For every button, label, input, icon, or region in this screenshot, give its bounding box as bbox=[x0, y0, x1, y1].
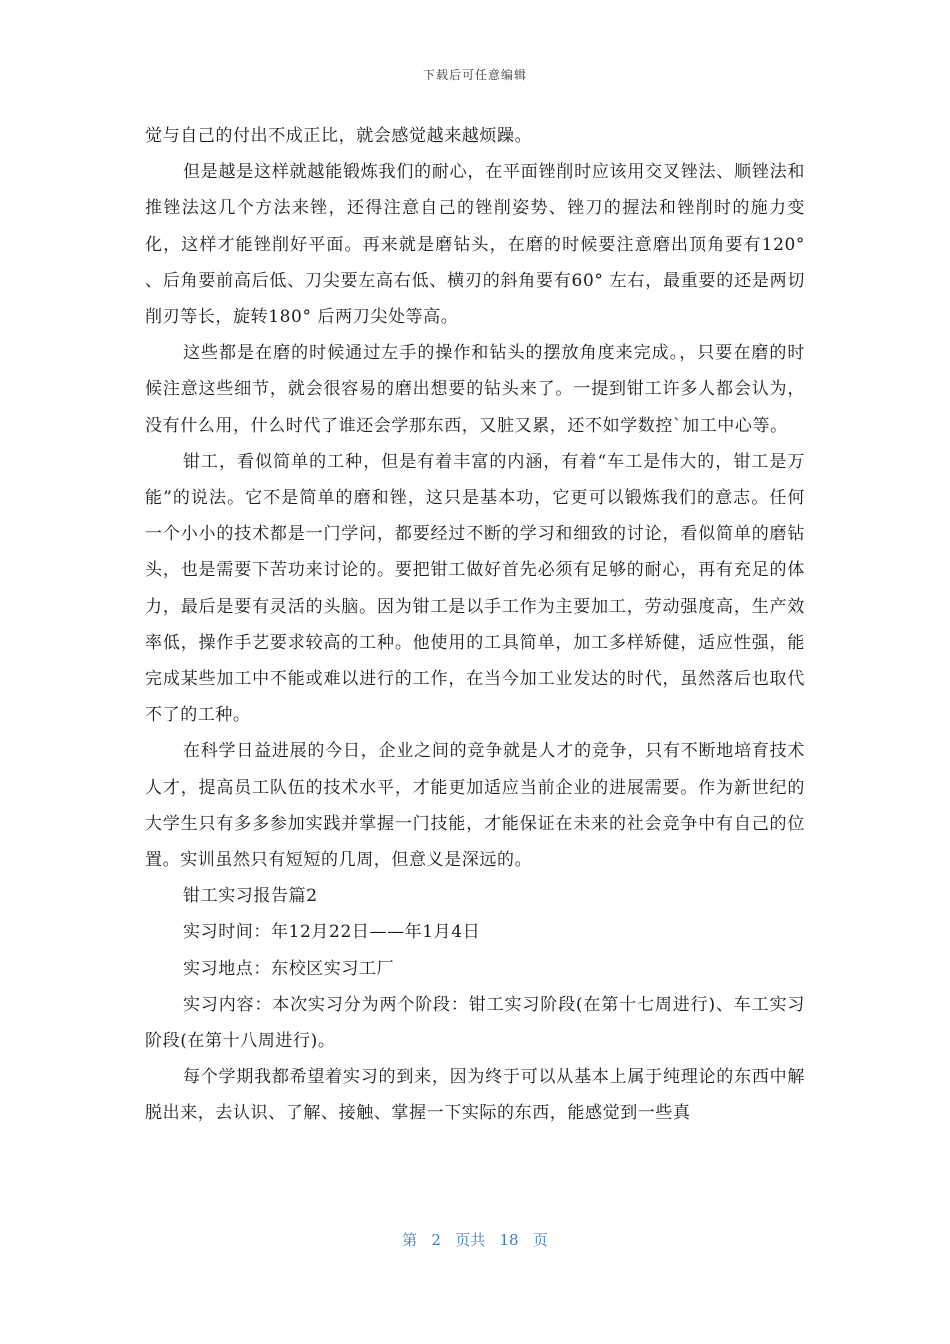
paragraph-expectation: 每个学期我都希望着实习的到来，因为终于可以从基本上属于纯理论的东西中解脱出来，去认识、了解、接触、掌握一下实际的东西，能感觉到一些真 bbox=[145, 1067, 805, 1124]
section-title: 钳工实习报告篇2 bbox=[183, 886, 318, 907]
document-body bbox=[145, 118, 805, 1132]
paragraph-fitter-work: 钳工，看似简单的工种，但是有着丰富的内涵，有着“车工是伟大的，钳工是万能”的说法。它不是简单的磨和锉，这只是基本功，它更可以锻炼我们的意志。任何一个小小的技术都是一门学问，都要经过不断的学习和细致的讨论，看似简单的磨钻头，也是需要下苦功来讨论的。要把钳工做好首先必须有足够的耐心，再有充足的体力，最后是要有灵活的头脑。因为钳工是以手工作为主要加工，劳动强度高，生产效率低，操作手艺要求较高的工种。他使用的工具简单，加工多样矫健，适应性强，能完成某些加工中不能或难以进行的工作，在当今加工业发达的时代，虽然落后也取代不了的工种。 bbox=[145, 451, 805, 726]
paragraph-competition: 在科学日益进展的今日，企业之间的竞争就是人才的竞争，只有不断地培育技术人才，提高员工队伍的技术水平，才能更加适应当前企业的进展需要。作为新世纪的大学生只有多多参加实践并掌握一门技能，才能保证在未来的社会竞争中有自己的位置。实训虽然只有短短的几周，但意义是深远的。 bbox=[145, 741, 805, 871]
internship-content: 实习内容：本次实习分为两个阶段：钳工实习阶段(在第十七周进行)、车工实习阶段(在第十八周进行)。 bbox=[145, 994, 805, 1052]
page-header-note: 下载后可任意编辑 bbox=[422, 68, 527, 82]
paragraph-continuation: 觉与自己的付出不成正比，就会感觉越来越烦躁。 bbox=[145, 126, 533, 146]
page-number-footer: 第 2 页共 18 页 bbox=[402, 1231, 548, 1249]
paragraph-drill-grinding: 这些都是在磨的时候通过左手的操作和钻头的摆放角度来完成。，只要在磨的时候注意这些细节，就会很容易的磨出想要的钻头来了。一提到钳工许多人都会认为，没有什么用，什么时代了谁还会学那东西，又脏又累，还不如学数控`加工中心等。 bbox=[145, 343, 805, 436]
internship-location: 实习地点：东校区实习工厂 bbox=[183, 958, 395, 979]
paragraph-filing-technique: 但是越是这样就越能锻炼我们的耐心，在平面锉削时应该用交叉锉法、顺锉法和推锉法这几个方法来锉，还得注意自己的锉削姿势、锉刀的握法和锉削时的施力变化，这样才能锉削好平面。再来就是磨钻头，在磨的时候要注意磨出顶角要有120° 、后角要前高后低、刀尖要左高右低、横刃的斜角要有60° 左右，最重要的还是两切削刃等长，旋转180° 后两刀尖处等高。 bbox=[145, 162, 805, 328]
internship-time: 实习时间：年12月22日——年1月4日 bbox=[183, 922, 481, 943]
